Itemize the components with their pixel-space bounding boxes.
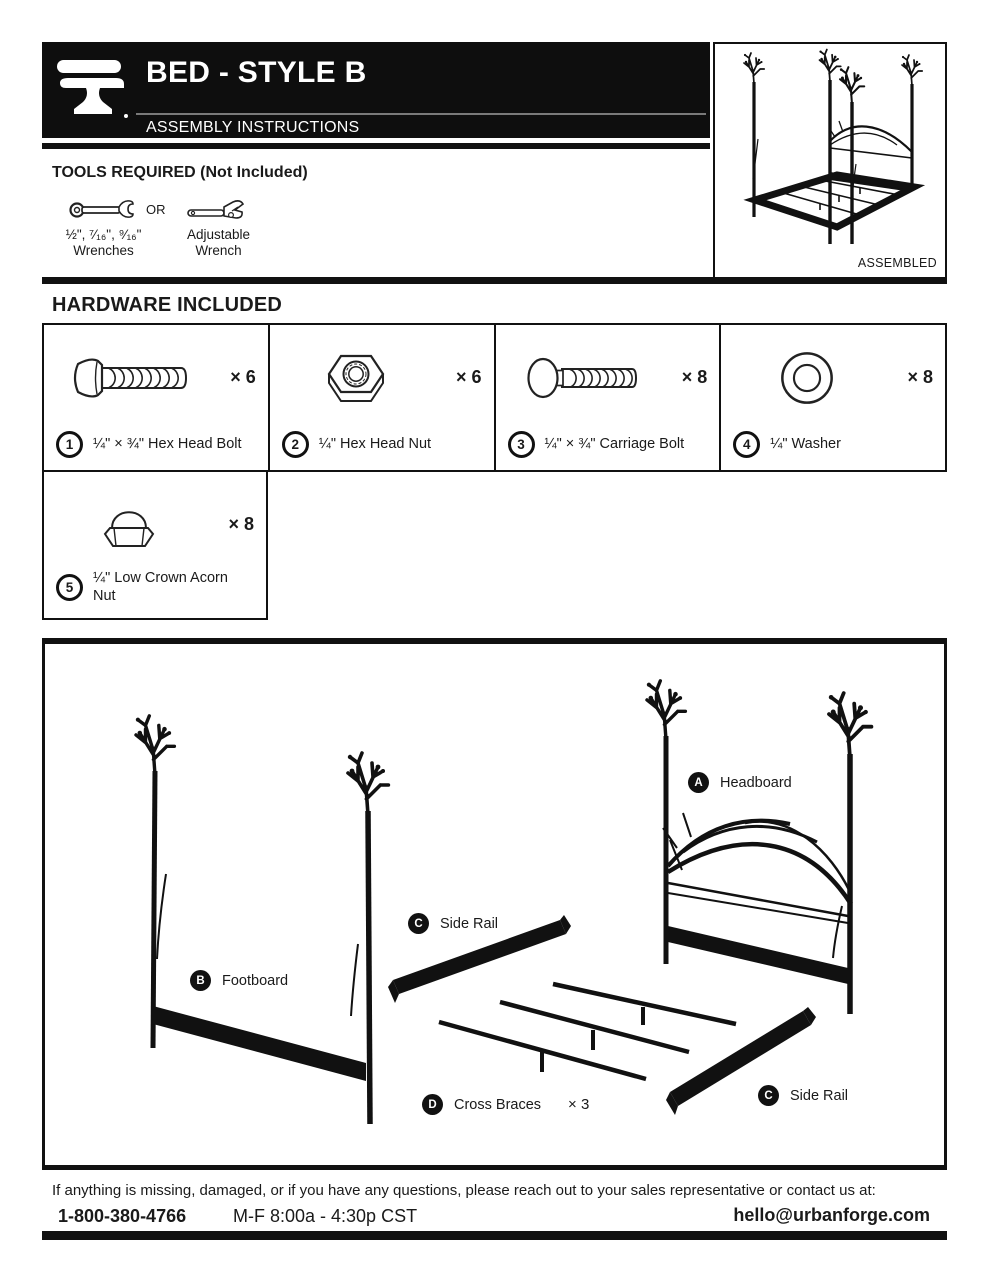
hardware-item-washer: [721, 325, 945, 470]
tools-or-label: OR: [146, 202, 166, 217]
part-letter-circle: D: [422, 1094, 443, 1115]
part-label-side-rail-lower: [758, 1085, 848, 1106]
support-hours: M-F 8:00a - 4:30p CST: [233, 1206, 418, 1226]
qty-badge: × 6: [230, 367, 256, 387]
part-letter-circle: A: [688, 772, 709, 793]
exploded-diagram-box: [42, 638, 947, 1170]
item-number-circle: 3: [508, 431, 535, 458]
section-divider: [42, 277, 947, 284]
part-name: Side Rail: [440, 915, 499, 932]
hardware-item-hex-nut: [270, 325, 496, 470]
qty-badge: × 6: [455, 367, 482, 387]
part-name: Cross Braces: [454, 1096, 542, 1113]
part-name: Footboard: [222, 972, 289, 989]
item-number-circle: 1: [56, 431, 83, 458]
item-label: ¼" Low Crown Acorn Nut: [93, 570, 228, 605]
hardware-table: [42, 323, 947, 472]
support-email: hello@urbanforge.com: [733, 1205, 930, 1225]
assembled-label: ASSEMBLED: [857, 256, 937, 270]
hardware-item-acorn-nut: [42, 470, 268, 620]
item-number-circle: 2: [282, 431, 309, 458]
wrench-sizes: ½", ⁷⁄₁₆", ⁹⁄₁₆": [65, 227, 142, 242]
part-name: Headboard: [720, 774, 792, 791]
item-label: ¼" × ¾" Carriage Bolt: [544, 436, 685, 453]
part-letter-circle: C: [408, 913, 429, 934]
tools-heading: TOOLS REQUIRED (Not Included): [52, 164, 308, 181]
part-letter-circle: B: [190, 970, 211, 991]
part-label-side-rail-upper: [408, 913, 498, 934]
phone-number: 1-800-380-4766: [58, 1206, 187, 1226]
assembled-bed-illustration: [715, 44, 944, 277]
item-label: ¼" Washer: [770, 436, 841, 453]
wrench-word: Wrenches: [73, 242, 134, 258]
part-qty: × 3: [568, 1096, 590, 1113]
washer-icon: [721, 337, 893, 419]
anvil-logo-icon: [54, 54, 134, 128]
adjustable-wrench-icon: [186, 198, 250, 222]
header-underline: [42, 143, 710, 149]
hardware-item-hex-head-bolt: [44, 325, 270, 470]
item-number-circle: 5: [56, 574, 83, 601]
page-title: BED - STYLE B: [146, 56, 367, 89]
part-label-cross-braces: [422, 1094, 589, 1115]
contact-message: If anything is missing, damaged, or if you have any questions, please reach out to your sales representative or contact us at:: [52, 1182, 876, 1199]
carriage-bolt-icon: [496, 337, 668, 419]
part-name: Side Rail: [790, 1087, 849, 1104]
footer-rule: [42, 1231, 947, 1240]
adjustable-caption: [176, 227, 261, 259]
hex-nut-icon: [270, 337, 442, 419]
item-label: ¼" Hex Head Nut: [318, 436, 432, 453]
part-label-footboard: [190, 970, 288, 991]
combination-wrench-icon: [68, 198, 136, 222]
adjustable-word: Adjustable: [186, 227, 251, 242]
qty-badge: × 8: [907, 367, 933, 387]
qty-badge: × 8: [681, 367, 708, 387]
hex-head-bolt-icon: [44, 337, 216, 419]
hardware-heading: HARDWARE INCLUDED: [52, 294, 283, 316]
qty-badge: × 8: [228, 513, 254, 534]
page-subtitle: ASSEMBLY INSTRUCTIONS: [146, 119, 360, 136]
item-number-circle: 4: [733, 431, 760, 458]
part-label-headboard: [688, 772, 792, 793]
assembled-preview-box: [713, 42, 947, 280]
header-bar: [42, 42, 710, 138]
item-label: ¼" × ¾" Hex Head Bolt: [93, 436, 242, 453]
header-divider: [136, 113, 706, 115]
part-letter-circle: C: [758, 1085, 779, 1106]
adjustable-wrench-word: Wrench: [195, 242, 242, 258]
acorn-nut-icon: [44, 484, 214, 566]
hardware-item-carriage-bolt: [496, 325, 722, 470]
wrenches-caption: [56, 227, 151, 259]
